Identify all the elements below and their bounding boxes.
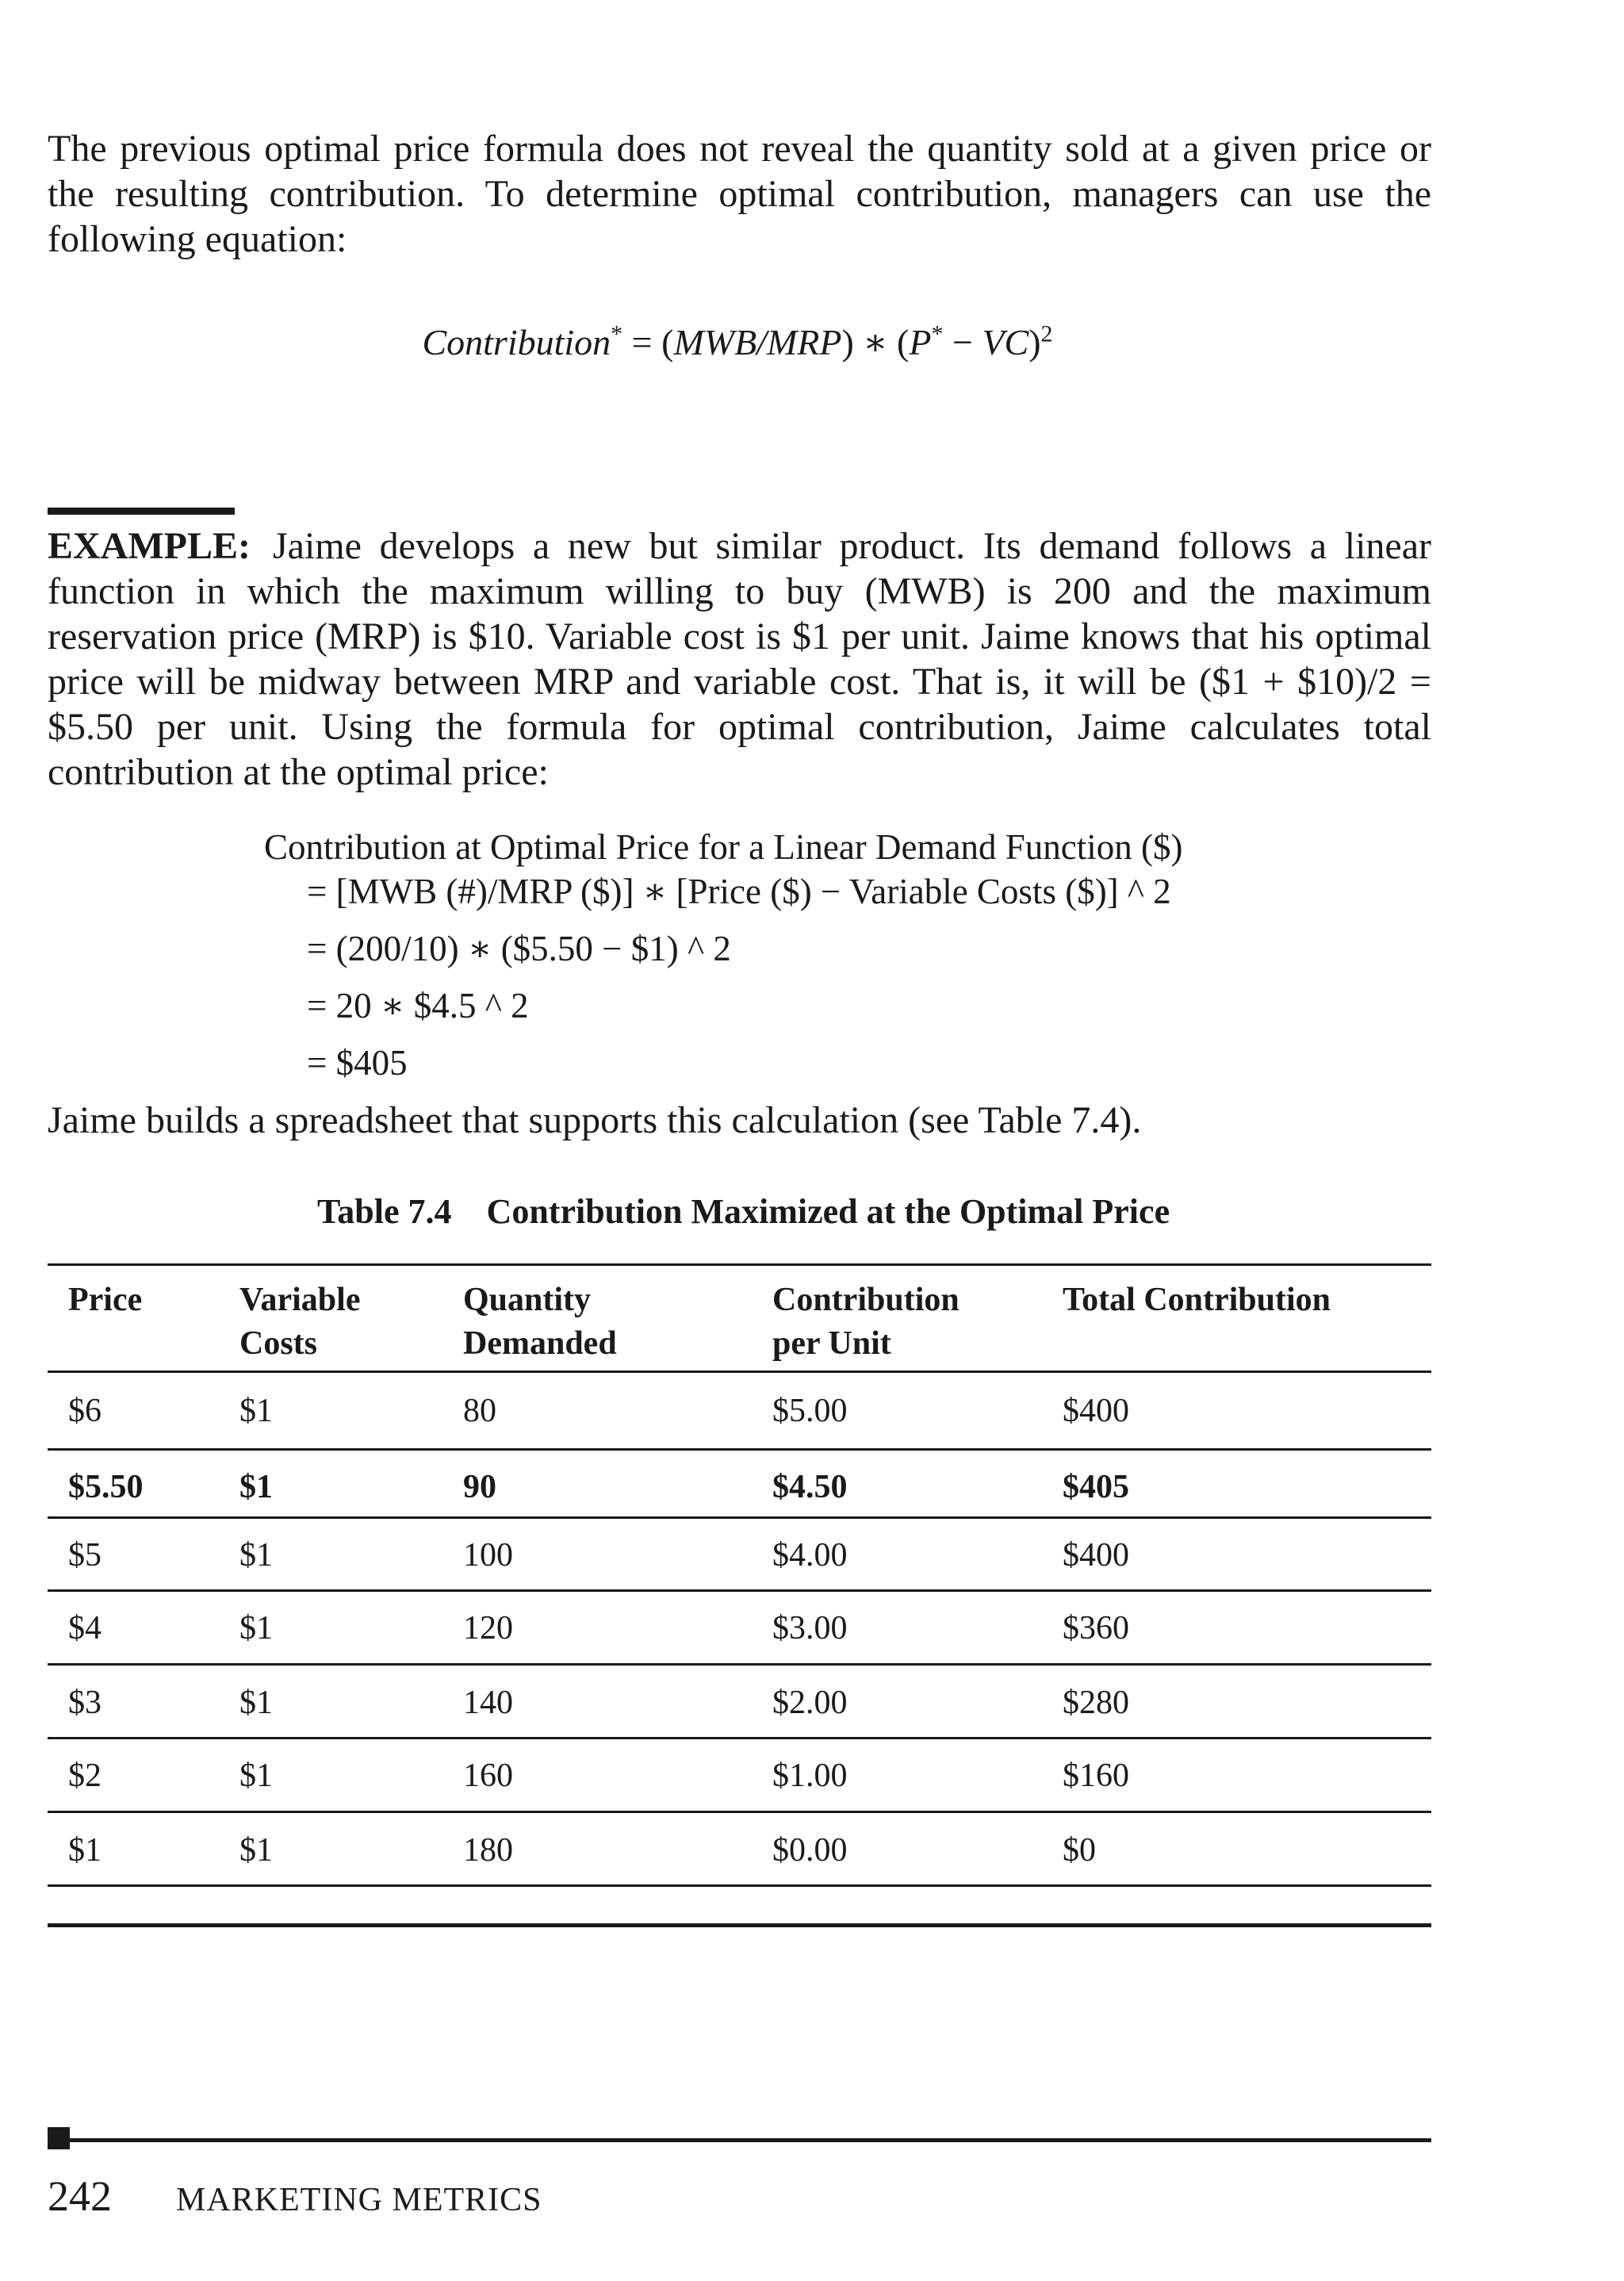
footer-rule bbox=[48, 2138, 1431, 2142]
table-rule bbox=[48, 1589, 1431, 1592]
table-rule bbox=[48, 1663, 1431, 1666]
formula-vc: VC bbox=[982, 322, 1029, 362]
table-header-quantity-demanded: Quantity bbox=[463, 1282, 592, 1318]
table-cell-variable-costs: $1 bbox=[239, 1610, 273, 1647]
running-head: MARKETING METRICS bbox=[176, 2182, 542, 2218]
contribution-formula bbox=[0, 320, 1475, 363]
table-cell-total-contribution: $405 bbox=[1063, 1469, 1129, 1505]
page-number: 242 bbox=[48, 2172, 112, 2220]
table-cell-total-contribution: $280 bbox=[1063, 1685, 1129, 1721]
table-header-total-contribution: Total Contribution bbox=[1063, 1282, 1331, 1318]
table-header-price: Price bbox=[68, 1282, 143, 1318]
table-rule bbox=[48, 1263, 1431, 1266]
table-cell-variable-costs: $1 bbox=[239, 1758, 273, 1794]
table-header-variable-costs: Variable bbox=[239, 1282, 361, 1318]
table-cell-quantity-demanded: 80 bbox=[463, 1393, 496, 1429]
table-caption-number: Table 7.4 bbox=[317, 1192, 452, 1231]
table-cell-total-contribution: $400 bbox=[1063, 1393, 1129, 1429]
formula-lhs: Contribution bbox=[422, 322, 611, 362]
table-rule bbox=[48, 1884, 1431, 1887]
table-cell-price: $5 bbox=[68, 1537, 102, 1574]
table-bottom-rule bbox=[48, 1923, 1431, 1927]
summary-sentence: Jaime builds a spreadsheet that supports this calculation (see Table 7.4). bbox=[48, 1099, 1142, 1141]
table-cell-variable-costs: $1 bbox=[239, 1469, 273, 1505]
table-cell-price: $4 bbox=[68, 1610, 102, 1647]
formula-close: ) bbox=[1028, 322, 1041, 362]
table-header-variable-costs: Costs bbox=[239, 1325, 318, 1362]
example-paragraph bbox=[48, 523, 1431, 795]
table-cell-contribution-per-unit: $4.00 bbox=[772, 1537, 848, 1574]
table-cell-total-contribution: $400 bbox=[1063, 1537, 1129, 1574]
table-cell-total-contribution: $360 bbox=[1063, 1610, 1129, 1647]
table-cell-price: $3 bbox=[68, 1685, 102, 1721]
formula-mid: ) ∗ ( bbox=[841, 322, 910, 362]
table-cell-contribution-per-unit: $5.00 bbox=[772, 1393, 848, 1429]
table-cell-contribution-per-unit: $2.00 bbox=[772, 1685, 848, 1721]
example-marker-rule bbox=[48, 508, 235, 515]
table-cell-variable-costs: $1 bbox=[239, 1393, 273, 1429]
calculation-step: = (200/10) ∗ ($5.50 − $1) ^ 2 bbox=[307, 929, 731, 968]
table-cell-quantity-demanded: 120 bbox=[463, 1610, 513, 1647]
formula-p: P bbox=[909, 322, 932, 362]
formula-mwb-mrp: MWB/MRP bbox=[673, 322, 842, 362]
table-cell-quantity-demanded: 90 bbox=[463, 1469, 496, 1505]
calculation-block bbox=[264, 825, 1182, 1085]
table-cell-quantity-demanded: 100 bbox=[463, 1537, 513, 1574]
calculation-heading: Contribution at Optimal Price for a Linear Demand Function ($) bbox=[264, 827, 1183, 867]
table-rule bbox=[48, 1737, 1431, 1739]
table-cell-contribution-per-unit: $3.00 bbox=[772, 1610, 848, 1647]
table-cell-total-contribution: $0 bbox=[1063, 1832, 1096, 1869]
example-label: EXAMPLE: bbox=[48, 525, 251, 567]
table-header-contribution-per-unit: per Unit bbox=[772, 1325, 891, 1362]
table-cell-contribution-per-unit: $0.00 bbox=[772, 1832, 848, 1869]
example-text: Jaime develops a new but similar product. Its demand follows a linear function in which the maximum willing to buy (MWB) is 200 and the maximum reservation price (MRP) is $10. Variable cost is $1 per unit. Jaime knows that his optimal price will be midway between MRP and variable cost. That is, it will be ($1 + $10)/2 = $5.50 per unit. Using the formula for optimal contribution, Jaime calculates total contribution at the optimal price: bbox=[48, 525, 1431, 793]
table-cell-quantity-demanded: 160 bbox=[463, 1758, 513, 1794]
table-cell-quantity-demanded: 180 bbox=[463, 1832, 513, 1869]
table-rule bbox=[48, 1811, 1431, 1813]
table-caption bbox=[317, 1191, 1170, 1232]
table-rule bbox=[48, 1448, 1431, 1451]
table-cell-quantity-demanded: 140 bbox=[463, 1685, 513, 1721]
formula-star: * bbox=[611, 320, 623, 347]
table-cell-price: $1 bbox=[68, 1832, 102, 1869]
table-header-quantity-demanded: Demanded bbox=[463, 1325, 617, 1362]
calculation-step: = 20 ∗ $4.5 ^ 2 bbox=[307, 986, 529, 1025]
formula-p-star: * bbox=[931, 320, 944, 347]
formula-eq: = ( bbox=[622, 322, 674, 362]
table-cell-price: $6 bbox=[68, 1393, 102, 1429]
table-cell-contribution-per-unit: $1.00 bbox=[772, 1758, 848, 1794]
table-cell-contribution-per-unit: $4.50 bbox=[772, 1469, 848, 1505]
table-rule bbox=[48, 1371, 1431, 1373]
formula-exponent: 2 bbox=[1040, 320, 1053, 347]
table-cell-variable-costs: $1 bbox=[239, 1832, 273, 1869]
table-cell-total-contribution: $160 bbox=[1063, 1758, 1129, 1794]
table-cell-price: $2 bbox=[68, 1758, 102, 1794]
table-cell-variable-costs: $1 bbox=[239, 1537, 273, 1574]
table-cell-variable-costs: $1 bbox=[239, 1685, 273, 1721]
table-header-contribution-per-unit: Contribution bbox=[772, 1282, 959, 1318]
calculation-step: = [MWB (#)/MRP ($)] ∗ [Price ($) − Variable Costs ($)] ^ 2 bbox=[307, 872, 1171, 911]
formula-minus: − bbox=[943, 322, 982, 362]
table-rule bbox=[48, 1516, 1431, 1519]
table-cell-price: $5.50 bbox=[68, 1469, 144, 1505]
calculation-step: = $405 bbox=[307, 1043, 408, 1083]
intro-paragraph: The previous optimal price formula does not reveal the quantity sold at a given price or the resulting contribution. To determine optimal contribution, managers can use the following equation: bbox=[48, 128, 1431, 260]
table-caption-title: Contribution Maximized at the Optimal Price bbox=[486, 1192, 1170, 1231]
